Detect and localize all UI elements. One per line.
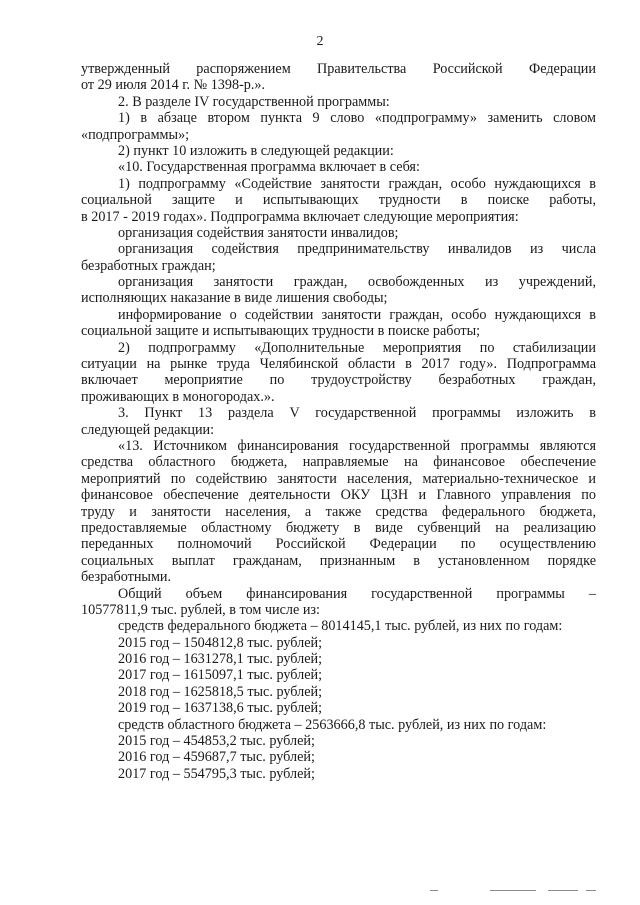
text-line: «10. Государственная программа включает в себя: [118, 159, 420, 176]
text-line: «13. Источником финансирования государственной программы являются [118, 437, 596, 454]
document-body [81, 61, 596, 782]
text-line: проживающих в моногородах.». [81, 388, 275, 405]
text-line: организация занятости граждан, освобожденных из учреждений, [118, 274, 596, 291]
text-line: безработных граждан; [81, 257, 216, 274]
text-line: 2) подпрограмму «Дополнительные мероприятия по стабилизации [118, 339, 596, 356]
text-line: 3. Пункт 13 раздела V государственной программы изложить в [118, 405, 596, 422]
text-line: 2015 год – 454853,2 тыс. рублей; [118, 733, 315, 750]
text-line: социальной защите и испытывающих трудности в поиске работы, [81, 192, 596, 209]
text-line: исполняющих наказание в виде лишения свободы; [81, 290, 388, 307]
text-line: социальной защите и испытывающих трудности в поиске работы; [81, 323, 481, 340]
text-line: 2016 год – 459687,7 тыс. рублей; [118, 749, 315, 766]
text-line: 10577811,9 тыс. рублей, в том числе из: [81, 601, 320, 618]
text-line: утвержденный распоряжением Правительства Российской Федерации [81, 61, 596, 77]
text-line: средства областного бюджета, направляемые на финансовое обеспечение [81, 454, 596, 471]
text-line: 2) пункт 10 изложить в следующей редакции: [118, 142, 394, 159]
text-line: Общий объем финансирования государственной программы – [118, 585, 596, 602]
text-line: информирование о содействии занятости граждан, особо нуждающихся в [118, 306, 596, 323]
text-line: предоставляемые областному бюджету в виде субвенций на реализацию [81, 519, 596, 536]
text-line: средств областного бюджета – 2563666,8 тыс. рублей, из них по годам: [118, 716, 547, 733]
text-line: безработными. [81, 569, 172, 586]
text-line: 2016 год – 1631278,1 тыс. рублей; [118, 651, 323, 668]
text-line: 2015 год – 1504812,8 тыс. рублей; [118, 634, 323, 651]
text-line: «подпрограммы»; [81, 126, 190, 143]
text-line: 1) подпрограмму «Содействие занятости граждан, особо нуждающихся в [118, 175, 596, 192]
text-line: 2018 год – 1625818,5 тыс. рублей; [118, 683, 323, 700]
text-line: 2. В разделе IV государственной программы: [118, 93, 390, 110]
text-line: от 29 июля 2014 г. № 1398-р.». [81, 77, 266, 94]
scan-artifact [430, 888, 610, 894]
text-line: переданных полномочий Российской Федерации по осуществлению [81, 536, 596, 553]
text-line: 2017 год – 1615097,1 тыс. рублей; [118, 667, 323, 684]
text-line: ситуации на рынке труда Челябинской области в 2017 году». Подпрограмма [81, 356, 596, 373]
page-number: 2 [316, 34, 324, 49]
text-line: труду и занятости населения, а также средства федерального бюджета, [81, 503, 596, 520]
text-line: 2017 год – 554795,3 тыс. рублей; [118, 765, 315, 782]
text-line: финансовое обеспечение деятельности ОКУ ЦЗН и Главного управления по [81, 487, 596, 504]
text-line: включает мероприятие по трудоустройству безработных граждан, [81, 372, 596, 389]
text-line: мероприятий по содействию занятости населения, материально-техническое и [81, 470, 596, 487]
text-line: 1) в абзаце втором пункта 9 слово «подпрограмму» заменить словом [118, 110, 596, 127]
text-line: в 2017 - 2019 годах». Подпрограмма включает следующие мероприятия: [81, 208, 519, 225]
text-line: организация содействия предпринимательству инвалидов из числа [118, 241, 596, 258]
text-line: организация содействия занятости инвалидов; [118, 224, 399, 241]
text-line: следующей редакции: [81, 421, 215, 438]
text-line: средств федерального бюджета – 8014145,1 тыс. рублей, из них по годам: [118, 618, 563, 635]
text-line: социальных выплат гражданам, признанным в установленном порядке [81, 552, 596, 569]
text-line: 2019 год – 1637138,6 тыс. рублей; [118, 700, 323, 717]
